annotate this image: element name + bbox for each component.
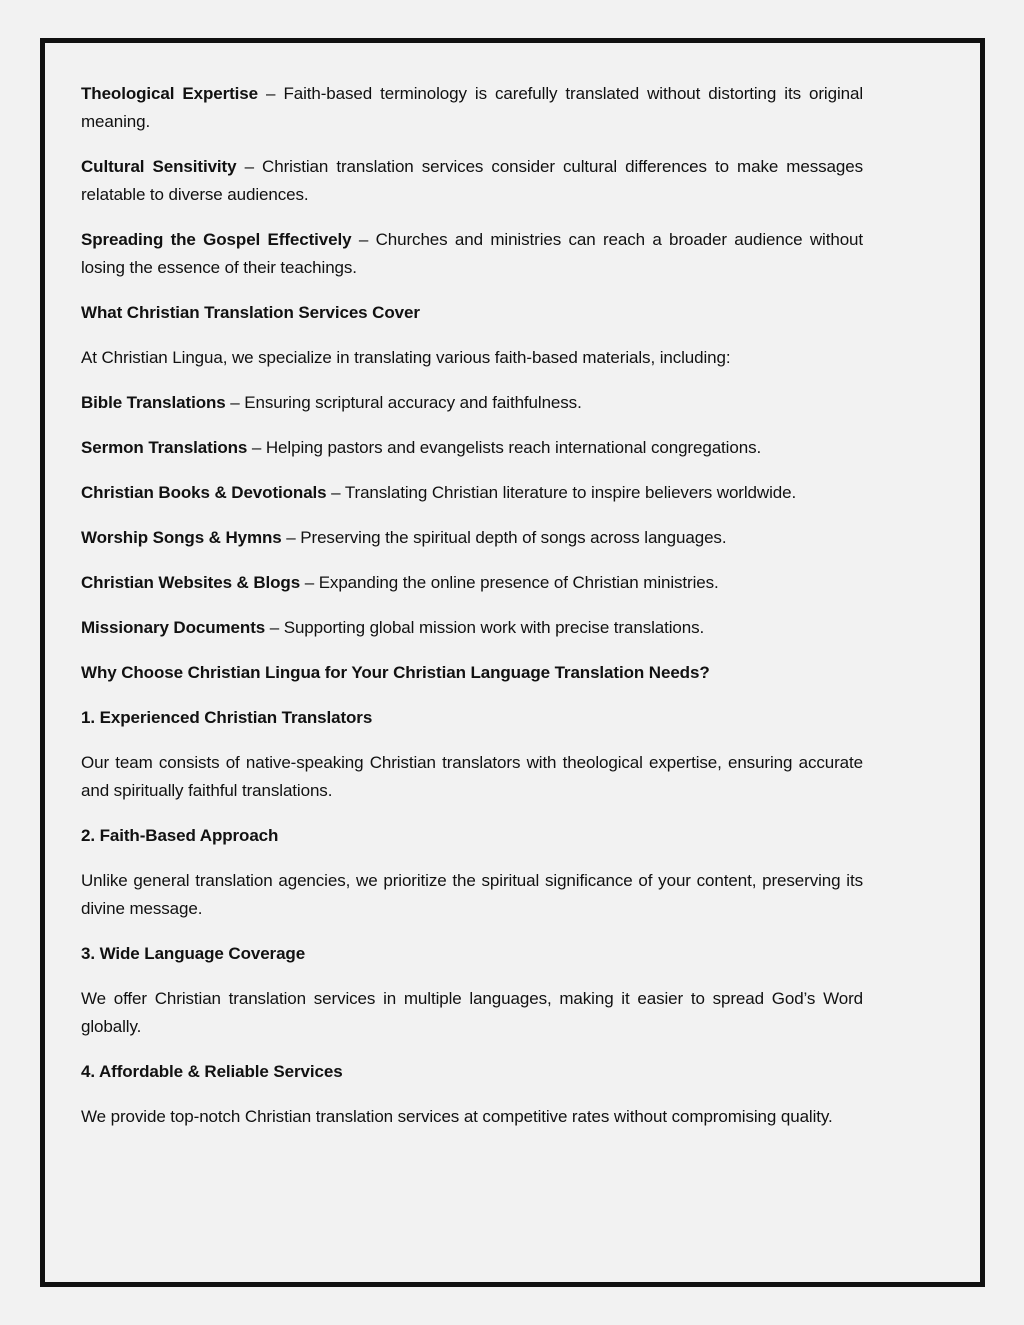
document-body <box>81 80 863 1148</box>
reason-heading: 3. Wide Language Coverage <box>81 944 306 963</box>
separator-dash: – <box>269 618 280 637</box>
benefit-description: Faith-based terminology is carefully translated without distorting its original meaning. <box>81 84 864 131</box>
benefit-term: Spreading the Gospel Effectively <box>81 230 352 249</box>
coverage-item-description: Expanding the online presence of Christian ministries. <box>318 573 719 592</box>
coverage-heading: What Christian Translation Services Cover <box>81 303 420 322</box>
reason-heading: 2. Faith-Based Approach <box>81 826 279 845</box>
coverage-item-description: Ensuring scriptural accuracy and faithfulness. <box>244 393 582 412</box>
reason-body: We provide top-notch Christian translation services at competitive rates without compromising quality. <box>81 1107 833 1126</box>
coverage-item-term: Christian Websites & Blogs <box>81 573 301 592</box>
coverage-item-term: Bible Translations <box>81 393 226 412</box>
benefit-paragraph <box>81 80 863 136</box>
benefit-term: Cultural Sensitivity <box>81 157 237 176</box>
separator-dash: – <box>230 393 240 412</box>
coverage-intro: At Christian Lingua, we specialize in translating various faith-based materials, including: <box>81 348 731 367</box>
separator-dash: – <box>244 157 254 176</box>
separator-dash: – <box>304 573 315 592</box>
coverage-item <box>81 434 863 462</box>
benefit-paragraph <box>81 153 863 209</box>
separator-dash: – <box>358 230 369 249</box>
reason-heading: 4. Affordable & Reliable Services <box>81 1062 343 1081</box>
coverage-item-description: Helping pastors and evangelists reach international congregations. <box>265 438 762 457</box>
coverage-item-description: Supporting global mission work with precise translations. <box>283 618 705 637</box>
benefit-description: Churches and ministries can reach a broader audience without losing the essence of their teachings. <box>81 230 864 277</box>
coverage-item <box>81 614 863 642</box>
benefit-paragraph <box>81 226 863 282</box>
reason-heading: 1. Experienced Christian Translators <box>81 708 373 727</box>
coverage-item <box>81 479 863 507</box>
coverage-item <box>81 389 863 417</box>
reason-body: We offer Christian translation services in multiple languages, making it easier to spread God’s Word globally. <box>81 989 863 1036</box>
coverage-item <box>81 524 863 552</box>
separator-dash: – <box>286 528 296 547</box>
coverage-item-term: Worship Songs & Hymns <box>81 528 282 547</box>
separator-dash: – <box>266 84 276 103</box>
coverage-item-description: Preserving the spiritual depth of songs across languages. <box>300 528 727 547</box>
separator-dash: – <box>331 483 341 502</box>
reason-body: Unlike general translation agencies, we prioritize the spiritual significance of your content, preserving its divine message. <box>81 871 863 918</box>
benefit-description: Christian translation services consider cultural differences to make messages relatable to diverse audiences. <box>81 157 863 204</box>
coverage-item-term: Missionary Documents <box>81 618 266 637</box>
coverage-item-description: Translating Christian literature to inspire believers worldwide. <box>344 483 797 502</box>
coverage-item-term: Christian Books & Devotionals <box>81 483 327 502</box>
reason-body: Our team consists of native-speaking Christian translators with theological expertise, ensuring accurate and spiritually faithful translations. <box>81 753 863 800</box>
separator-dash: – <box>251 438 262 457</box>
coverage-item-term: Sermon Translations <box>81 438 248 457</box>
benefit-term: Theological Expertise <box>81 84 259 103</box>
coverage-item <box>81 569 863 597</box>
why-heading: Why Choose Christian Lingua for Your Christian Language Translation Needs? <box>81 663 710 682</box>
